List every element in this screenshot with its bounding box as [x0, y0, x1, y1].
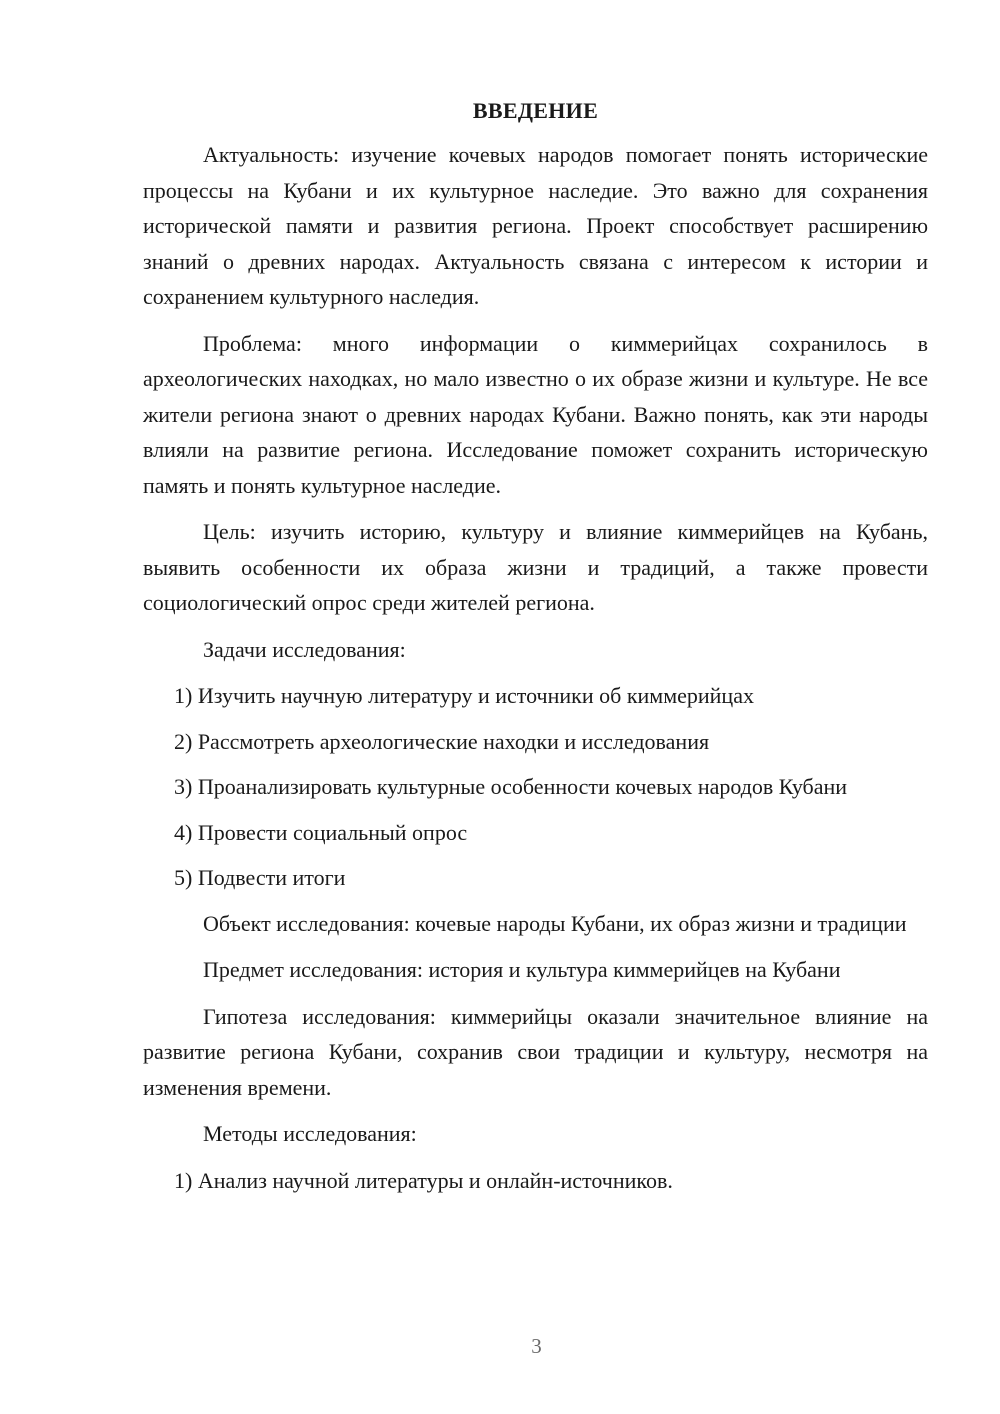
method-item: 1) Анализ научной литературы и онлайн-источников. — [174, 1167, 673, 1193]
paragraph-relevance: Актуальность: изучение кочевых народов помогает понять исторические процессы на Кубани и их культурное наследие. Это важно для сохранения исторической памяти и развития региона. Проект способствует расширению знаний о древних народах. Актуальность связана с интересом к истории и сохранением культурного наследия. — [143, 142, 928, 309]
paragraph-hypothesis: Гипотеза исследования: киммерийцы оказали значительное влияние на развитие региона Кубани, сохранив свои традиции и культуру, несмотря на изменения времени. — [143, 1003, 928, 1100]
document-page — [143, 96, 928, 1208]
task-item: 3) Проанализировать культурные особенности кочевых народов Кубани — [174, 774, 848, 799]
page-number: 3 — [531, 1334, 542, 1358]
task-item: 4) Провести социальный опрос — [174, 819, 468, 845]
task-item: 2) Рассмотреть археологические находки и исследования — [174, 728, 710, 754]
paragraph-object: Объект исследования: кочевые народы Кубани, их образ жизни и традиции — [203, 910, 907, 936]
task-item: 5) Подвести итоги — [174, 865, 346, 890]
paragraph-goal: Цель: изучить историю, культуру и влияние киммерийцев на Кубань, выявить особенности их образа жизни и традиций, а также провести социологический опрос среди жителей региона. — [143, 519, 928, 615]
methods-heading: Методы исследования: — [203, 1121, 417, 1146]
paragraph-subject: Предмет исследования: история и культура киммерийцев на Кубани — [203, 957, 841, 982]
section-title: ВВЕДЕНИЕ — [472, 98, 599, 123]
tasks-heading: Задачи исследования: — [203, 636, 406, 662]
task-item: 1) Изучить научную литературу и источники об киммерийцах — [174, 683, 754, 708]
paragraph-problem: Проблема: много информации о киммерийцах сохранилось в археологических находках, но мало известно о их образе жизни и культуре. Не все жители региона знают о древних народах Кубани. Важно понять, как эти народы влияли на развитие региона. Исследование поможет сохранить историческую память и понять культурное наследие. — [143, 330, 928, 498]
